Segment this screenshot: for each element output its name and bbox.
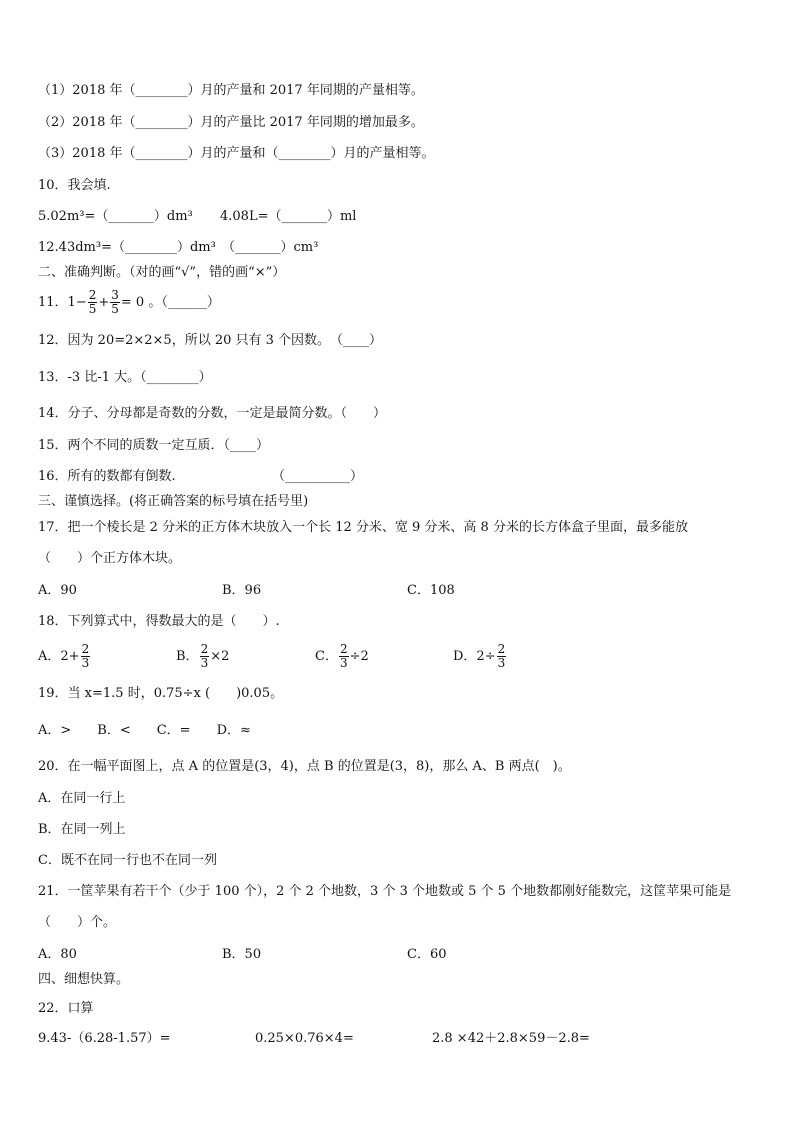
options-19: A．> B．< C．= D．≈: [38, 723, 251, 738]
question-16-blank: （__________）: [272, 469, 364, 484]
fraction-denominator: 5: [111, 302, 119, 316]
question-17-line-2: （ ）个正方体木块。: [38, 551, 182, 566]
option-18-d: [453, 642, 507, 672]
question-11-part-c: = 0 。（______）: [120, 295, 220, 310]
calc-22-a: 9.43-（6.28-1.57）=: [38, 1031, 171, 1046]
option-18-a-label: A．2+: [38, 649, 80, 664]
fraction-2-5: [88, 289, 98, 316]
fraction-denominator: 3: [497, 656, 506, 670]
calc-22-c: 2.8 ×42＋2.8×59－2.8=: [432, 1031, 590, 1046]
fraction-denominator: 3: [200, 656, 209, 670]
question-16: 16．所有的数都有倒数.: [38, 469, 176, 484]
option-18-d-label: D．2÷: [453, 649, 496, 664]
question-21: 21．一筐苹果有若干个（少于 100 个），2 个 2 个地数，3 个 3 个地数或 5 个 5 个地数都刚好能数完，这筐苹果可能是: [38, 884, 732, 899]
question-20: 20．在一幅平面图上，点 A 的位置是(3，4)，点 B 的位置是(3，8)，那么 A、B 两点( )。: [38, 759, 571, 774]
calc-22-b: 0.25×0.76×4=: [255, 1031, 354, 1046]
option-17-b: B．96: [222, 583, 262, 598]
option-18-c-operator: ÷2: [349, 649, 369, 664]
question-10-c: 12.43dm³=（________）dm³: [38, 240, 216, 255]
question-11-number: 11．: [38, 295, 68, 310]
question-9-2: （2）2018 年（________）月的产量比 2017 年同期的增加最多。: [38, 115, 424, 130]
option-18-c-label: C．: [315, 649, 338, 664]
option-21-b: B．50: [222, 947, 262, 962]
question-19: 19．当 x=1.5 时，0.75÷x ( )0.05。: [38, 686, 284, 701]
option-21-a: A．80: [38, 947, 77, 962]
question-11-part-a: 1−: [67, 295, 87, 310]
option-18-b-operator: ×2: [210, 649, 230, 664]
option-20-c: C．既不在同一行也不在同一列: [38, 853, 217, 868]
option-20-a: A．在同一行上: [38, 791, 126, 806]
question-10-d: （_______）cm³: [222, 240, 319, 255]
fraction-numerator: 2: [200, 642, 209, 656]
fraction-numerator: 2: [88, 288, 97, 302]
question-12: 12．因为 20=2×2×5，所以 20 只有 3 个因数。 （____）: [38, 333, 383, 348]
question-17: 17．把一个棱长是 2 分米的正方体木块放入一个长 12 分米、宽 9 分米、高 8 分米的长方体盒子里面，最多能放: [38, 520, 688, 535]
fraction-numerator: 2: [497, 642, 506, 656]
fraction-denominator: 5: [88, 302, 97, 316]
question-10-b: 4.08L=（_______）ml: [220, 209, 357, 224]
option-17-c: C．108: [407, 583, 455, 598]
section-3-heading: 三、谨慎选择。(将正确答案的标号填在括号里): [38, 494, 309, 509]
fraction-2-3: [497, 643, 507, 670]
question-21-line-2: （ ）个。: [38, 915, 117, 930]
question-18: 18．下列算式中，得数最大的是（ ）.: [38, 614, 280, 629]
option-20-b: B．在同一列上: [38, 822, 126, 837]
fraction-2-3: [339, 643, 349, 670]
fraction-3-5: [110, 289, 120, 316]
option-17-a: A．90: [38, 583, 77, 598]
fraction-numerator: 3: [111, 288, 119, 302]
question-15: 15．两个不同的质数一定互质．（____）: [38, 438, 270, 453]
question-10-a: 5.02m³=（_______）dm³: [38, 209, 193, 224]
question-9-3: （3）2018 年（________）月的产量和（________）月的产量相等。: [38, 146, 435, 161]
fraction-denominator: 3: [339, 656, 348, 670]
fraction-denominator: 3: [81, 656, 90, 670]
question-11-part-b: +: [98, 295, 110, 310]
question-22: 22．口算: [38, 1001, 94, 1016]
question-10-title: 10．我会填.: [38, 178, 111, 193]
option-18-b: [176, 642, 229, 672]
fraction-numerator: 2: [81, 642, 90, 656]
option-18-c: [315, 642, 369, 672]
option-21-c: C．60: [407, 947, 447, 962]
fraction-2-3: [200, 643, 210, 670]
option-18-b-label: B．: [176, 649, 199, 664]
question-11: [38, 288, 220, 318]
question-14: 14．分子、分母都是奇数的分数，一定是最简分数。（ ）: [38, 406, 387, 421]
question-13: 13．-3 比-1 大。（________）: [38, 370, 212, 385]
section-4-heading: 四、细想快算。: [38, 972, 130, 987]
option-18-a: [38, 642, 91, 672]
section-2-heading: 二、准确判断。（对的画“√”，错的画“×”）: [38, 265, 286, 280]
fraction-2-3: [81, 643, 91, 670]
fraction-numerator: 2: [339, 642, 348, 656]
question-9-1: （1）2018 年（________）月的产量和 2017 年同期的产量相等。: [38, 83, 424, 98]
